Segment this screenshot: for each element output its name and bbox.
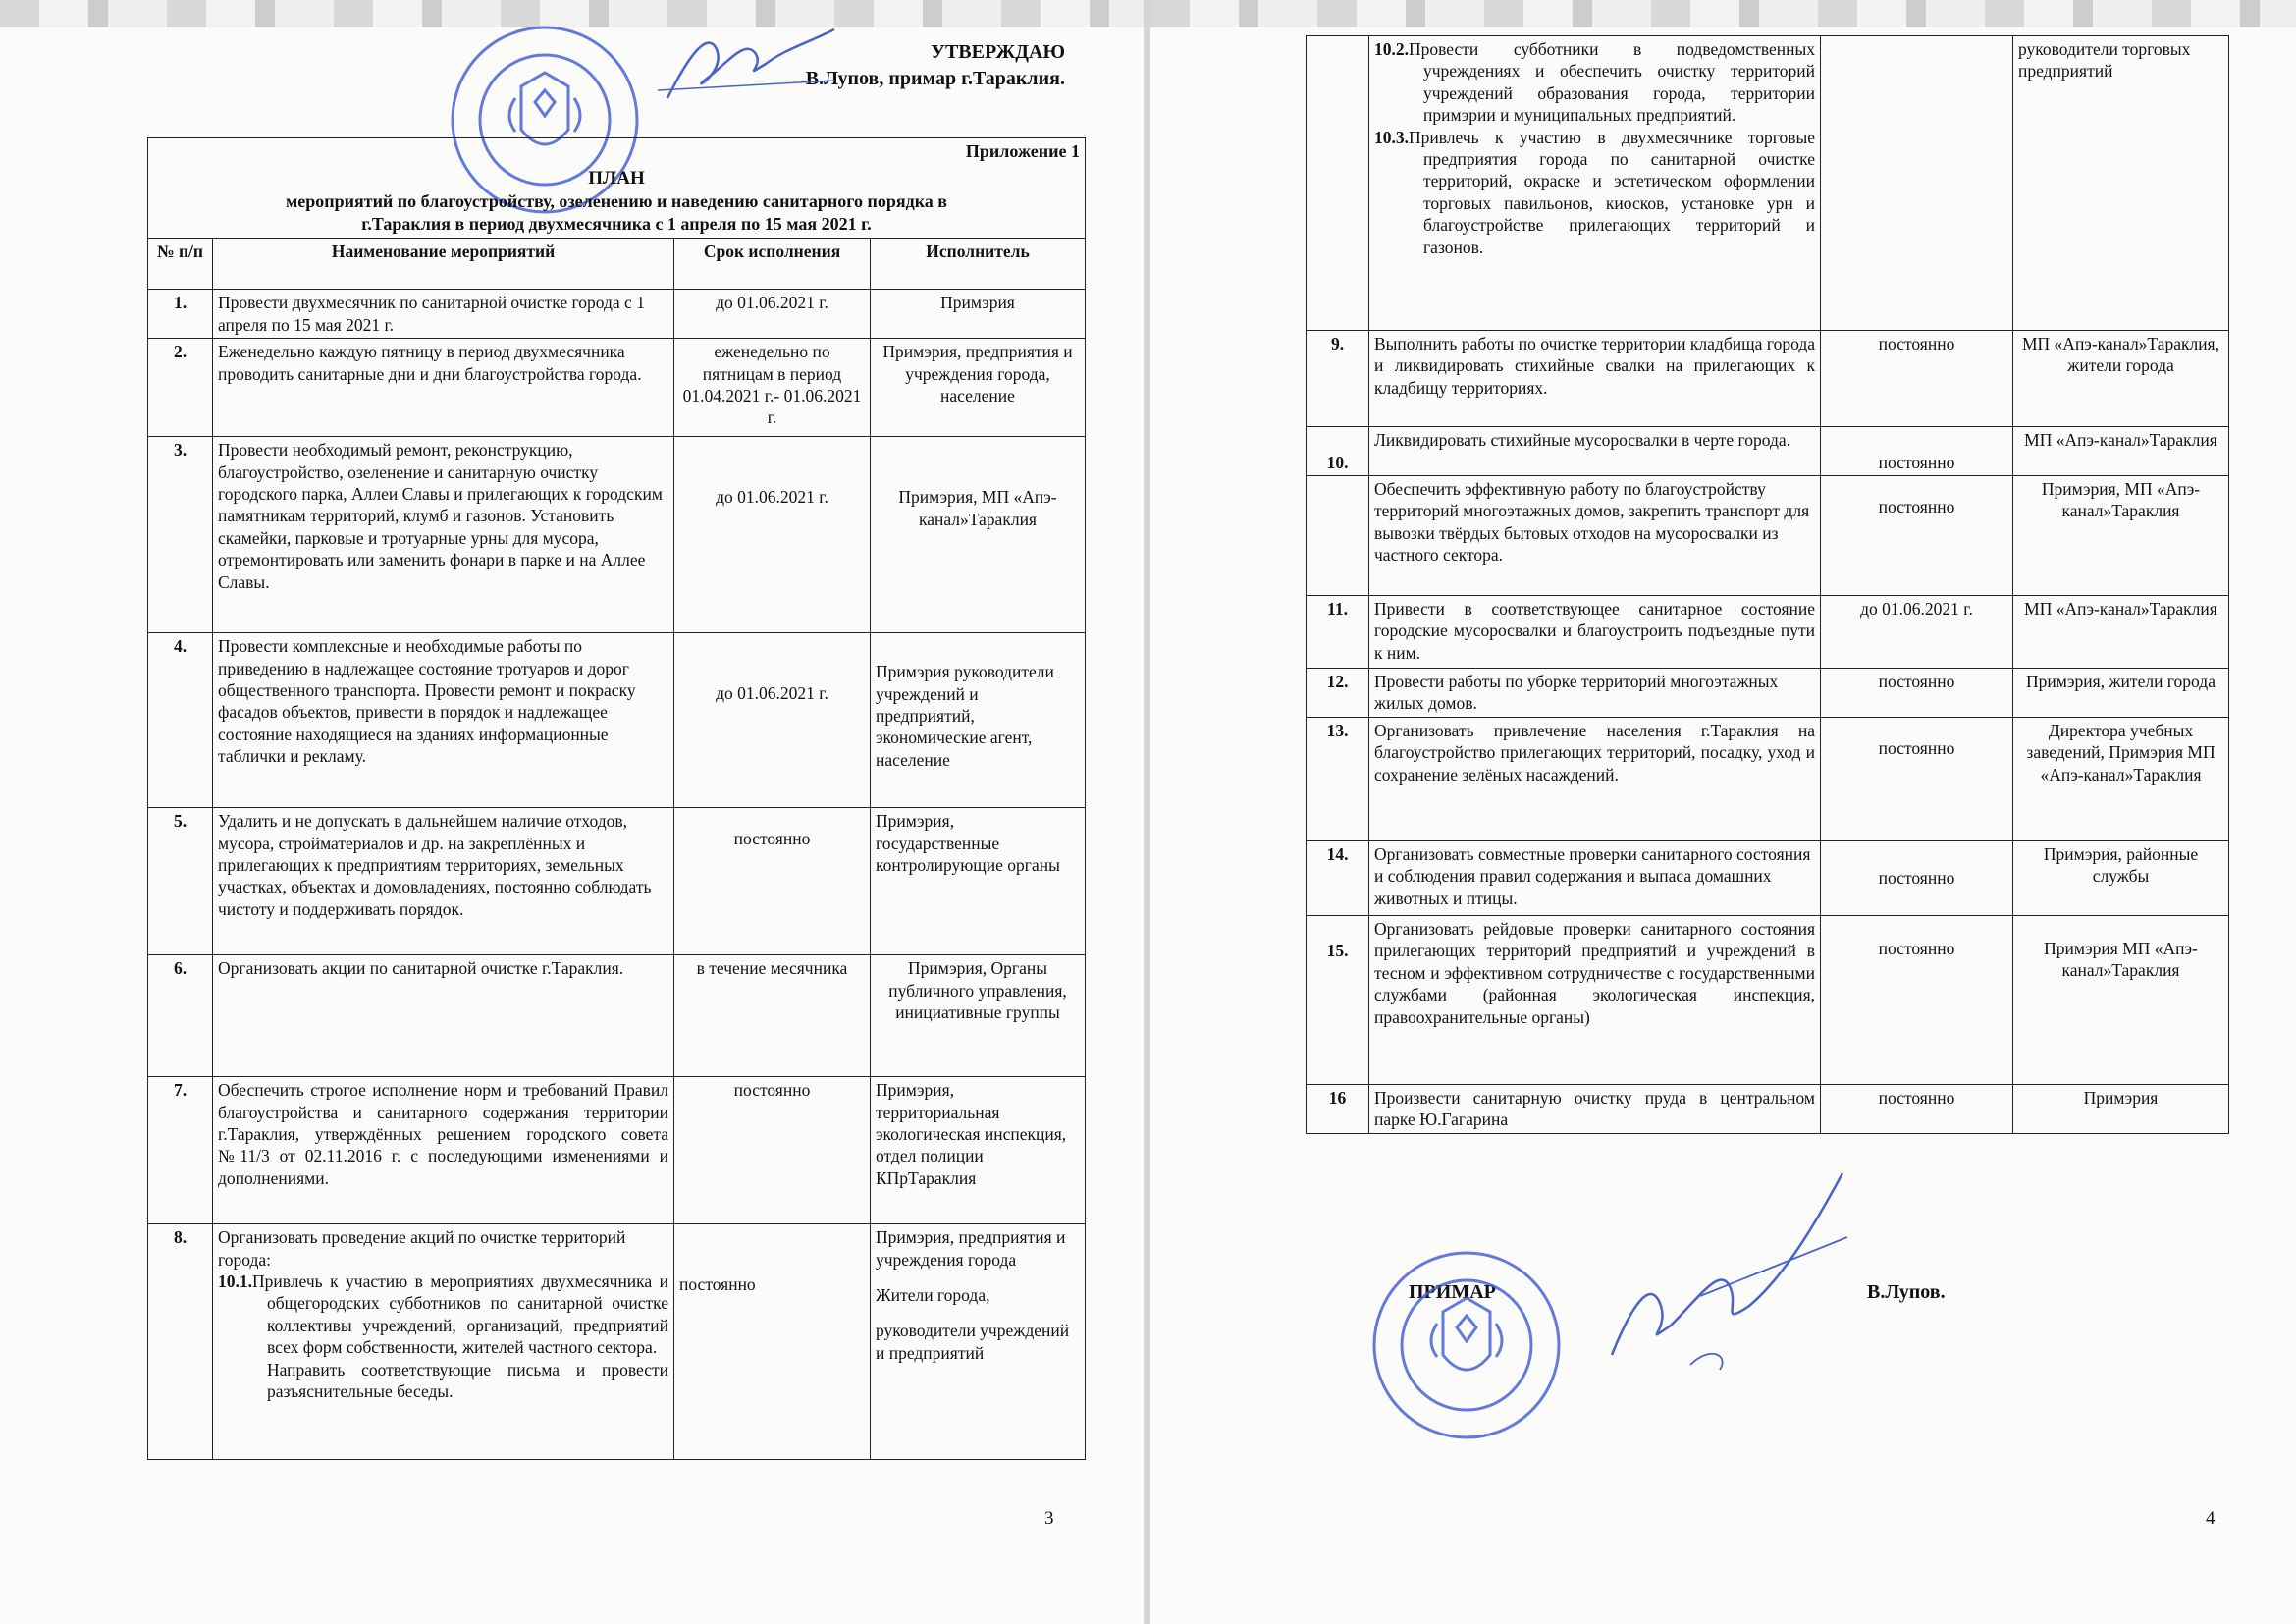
mayor-name: В.Лупов. (1867, 1281, 1946, 1303)
row8-executors: Примэрия, предприятия и учреждения города Жители города, руководители учреждений и предприятий (871, 1224, 1086, 1460)
col-executor: Исполнитель (871, 239, 1086, 290)
signature-icon (1582, 1159, 1857, 1384)
table-row: 12. Провести работы по уборке территорий многоэтажных жилых домов. постоянно Примэрия, жители города (1307, 669, 2229, 718)
col-deadline: Срок исполнения (674, 239, 871, 290)
approval-title: УТВЕРЖДАЮ (931, 41, 1065, 63)
row8-sub1-note: Направить соответствующие письма и провести разъяснительные беседы. (267, 1359, 668, 1401)
table-row: 10. Ликвидировать стихийные мусоросвалки в черте города. постоянно МП «Апэ-канал»Тараклия (1307, 427, 2229, 476)
table-row: 11. Привести в соответствующее санитарное состояние городские мусоросвалки и благоустроить подъездные пути к ним. до 01.06.2021 г. МП «Апэ-канал»Тараклия (1307, 596, 2229, 669)
scan-edge (1150, 0, 2296, 27)
approval-signer: В.Лупов, примар г.Тараклия. (805, 68, 1065, 89)
table-row: 13. Организовать привлечение населения г.Тараклия на благоустройство прилегающих территорий, посадку, уход и сохранение зелёных насаждений. постоянно Директора учебных заведений, Примэрия МП «Апэ-канал»Тараклия (1307, 718, 2229, 841)
table-row: 1. Провести двухмесячник по санитарной очистке города с 1 апреля по 15 мая 2021 г. до 01.06.2021 г. Примэрия (148, 290, 1086, 339)
table-row: 5. Удалить и не допускать в дальнейшем наличие отходов, мусора, стройматериалов и др. на закреплённых и прилегающих к предприятиям территориях, земельных участках, объектах и домовладениях, постоянно соблюдать чистоту и поддерживать порядок. постоянно Примэрия, государственные контролирующие органы (148, 808, 1086, 955)
plan-title: ПЛАН (588, 168, 645, 189)
row8-sub3: 10.3.Привлечь к участию в двухмесячнике торговые предприятия города по санитарной очистке территорий, окраске и эстетическом оформлении торговых павильонов, киосков, установке урн и благоустройстве прилегающих территорий и газонов. (1374, 127, 1815, 257)
table-row: 9. Выполнить работы по очистке территории кладбища города и ликвидировать стихийные свалки на прилегающих к кладбищу территориях. постоянно МП «Апэ-канал»Тараклия, жители города (1307, 331, 2229, 427)
table-row: 10.2.Провести субботники в подведомственных учреждениях и обеспечить очистку территорий учреждений образования города, территории примэрии и муниципальных предприятий. 10.3.Привлечь к участию в двухмесячнике торговые предприятия города по санитарной очистке территорий, окраске и эстетическом оформлении торговых павильонов, киосков, установке урн и благоустройстве прилегающих территорий и газонов. руководители торговых предприятий (1307, 36, 2229, 331)
plan-table-left (147, 137, 1086, 1460)
row8-intro: Организовать проведение акций по очистке территорий города: (218, 1227, 626, 1270)
page-4 (1150, 0, 2296, 1624)
table-row: 15. Организовать рейдовые проверки санитарного состояния прилегающих территорий предприятий и учреждений в тесном и эффективном сотрудничестве с государственными службами (районная экологическая инспекция, правоохранительные органы) постоянно Примэрия МП «Апэ-канал»Тараклия (1307, 916, 2229, 1085)
page-3 (0, 0, 1144, 1624)
table-row: 3. Провести необходимый ремонт, реконструкцию, благоустройство, озеленение и санитарную очистку городского парка, Аллеи Славы и прилегающих к городским памятникам территорий, клумб и газонов. Установить скамейки, парковые и тротуарные урны для мусора, отремонтировать или заменить фонари в парке и на Аллее Славы. до 01.06.2021 г. Примэрия, МП «Апэ-канал»Тараклия (148, 437, 1086, 633)
plan-table-right (1306, 35, 2229, 1134)
page-gutter (1144, 0, 1150, 1624)
table-row: 14. Организовать совместные проверки санитарного состояния и соблюдения правил содержания и выпаса домашних животных и птицы. постоянно Примэрия, районные службы (1307, 841, 2229, 916)
table-row: 8. Организовать проведение акций по очистке территорий города: 10.1.Привлечь к участию в мероприятиях двухмесячника и общегородских субботников по санитарной очистке коллективы учреждений, организаций, предприятий всех форм собственности, жителей частного сектора. Направить соответствующие письма и провести разъяснительные беседы. постоянно Примэрия, предприятия и учреждения города Жители города, руководители учреждений и предприятий (148, 1224, 1086, 1460)
table-row: 4. Провести комплексные и необходимые работы по приведению в надлежащее состояние тротуаров и дорог общественного транспорта. Провести ремонт и покраску фасадов объектов, привести в порядок и надлежащее состояние находящиеся на зданиях информационные таблички и рекламу. до 01.06.2021 г. Примэрия руководители учреждений и предприятий, экономические агент, население (148, 633, 1086, 808)
page-number-left: 3 (1044, 1508, 1054, 1529)
signature-icon (648, 20, 844, 108)
table-row: 7. Обеспечить строгое исполнение норм и требований Правил благоустройства и санитарного содержания территории г.Тараклия, утверждённых решением городского совета №11/3 от 02.11.2016 г. с последующими изменениями и дополнениями. постоянно Примэрия, территориальная экологическая инспекция, отдел полиции КПрТараклия (148, 1077, 1086, 1224)
table-row: 16 Произвести санитарную очистку пруда в центральном парке Ю.Гагарина постоянно Примэрия (1307, 1085, 2229, 1134)
col-num: № п/п (148, 239, 213, 290)
row8-content (213, 1224, 674, 1460)
page-number-right: 4 (2206, 1508, 2216, 1529)
row8-continued (1369, 36, 1821, 331)
approval-block (806, 39, 1065, 92)
plan-header (148, 138, 1086, 239)
appendix-label: Приложение 1 (965, 141, 1080, 161)
plan-subtitle-2: г.Тараклия в период двухмесячника с 1 апреля по 15 мая 2021 г. (361, 214, 872, 235)
row8-sub2: 10.2.Провести субботники в подведомственных учреждениях и обеспечить очистку территорий учреждений образования города, территории примэрии и муниципальных предприятий. (1374, 39, 1815, 126)
plan-subtitle-1: мероприятий по благоустройству, озеленению и наведению санитарного порядка в (285, 191, 948, 212)
col-name: Наименование мероприятий (213, 239, 674, 290)
row8-sub1: 10.1.Привлечь к участию в мероприятиях двухмесячника и общегородских субботников по санитарной очистке коллективы учреждений, организаций, предприятий всех форм собственности, жителей частного сектора. (218, 1271, 668, 1358)
table-row: 2. Еженедельно каждую пятницу в период двухмесячника проводить санитарные дни и дни благоустройства города. еженедельно по пятницам в период 01.04.2021 г.- 01.06.2021 г. Примэрия, предприятия и учреждения города, население (148, 339, 1086, 437)
table-row: 6. Организовать акции по санитарной очистке г.Тараклия. в течение месячника Примэрия, Органы публичного управления, инициативные группы (148, 955, 1086, 1077)
table-row: Обеспечить эффективную работу по благоустройству территорий многоэтажных домов, закрепить транспорт для вывозки твёрдых бытовых отходов на мусоросвалки из частного сектора. постоянно Примэрия, МП «Апэ-канал»Тараклия (1307, 476, 2229, 596)
official-seal-icon (1368, 1247, 1565, 1443)
table-header-row (148, 239, 1086, 290)
mayor-label: ПРИМАР (1409, 1281, 1496, 1303)
